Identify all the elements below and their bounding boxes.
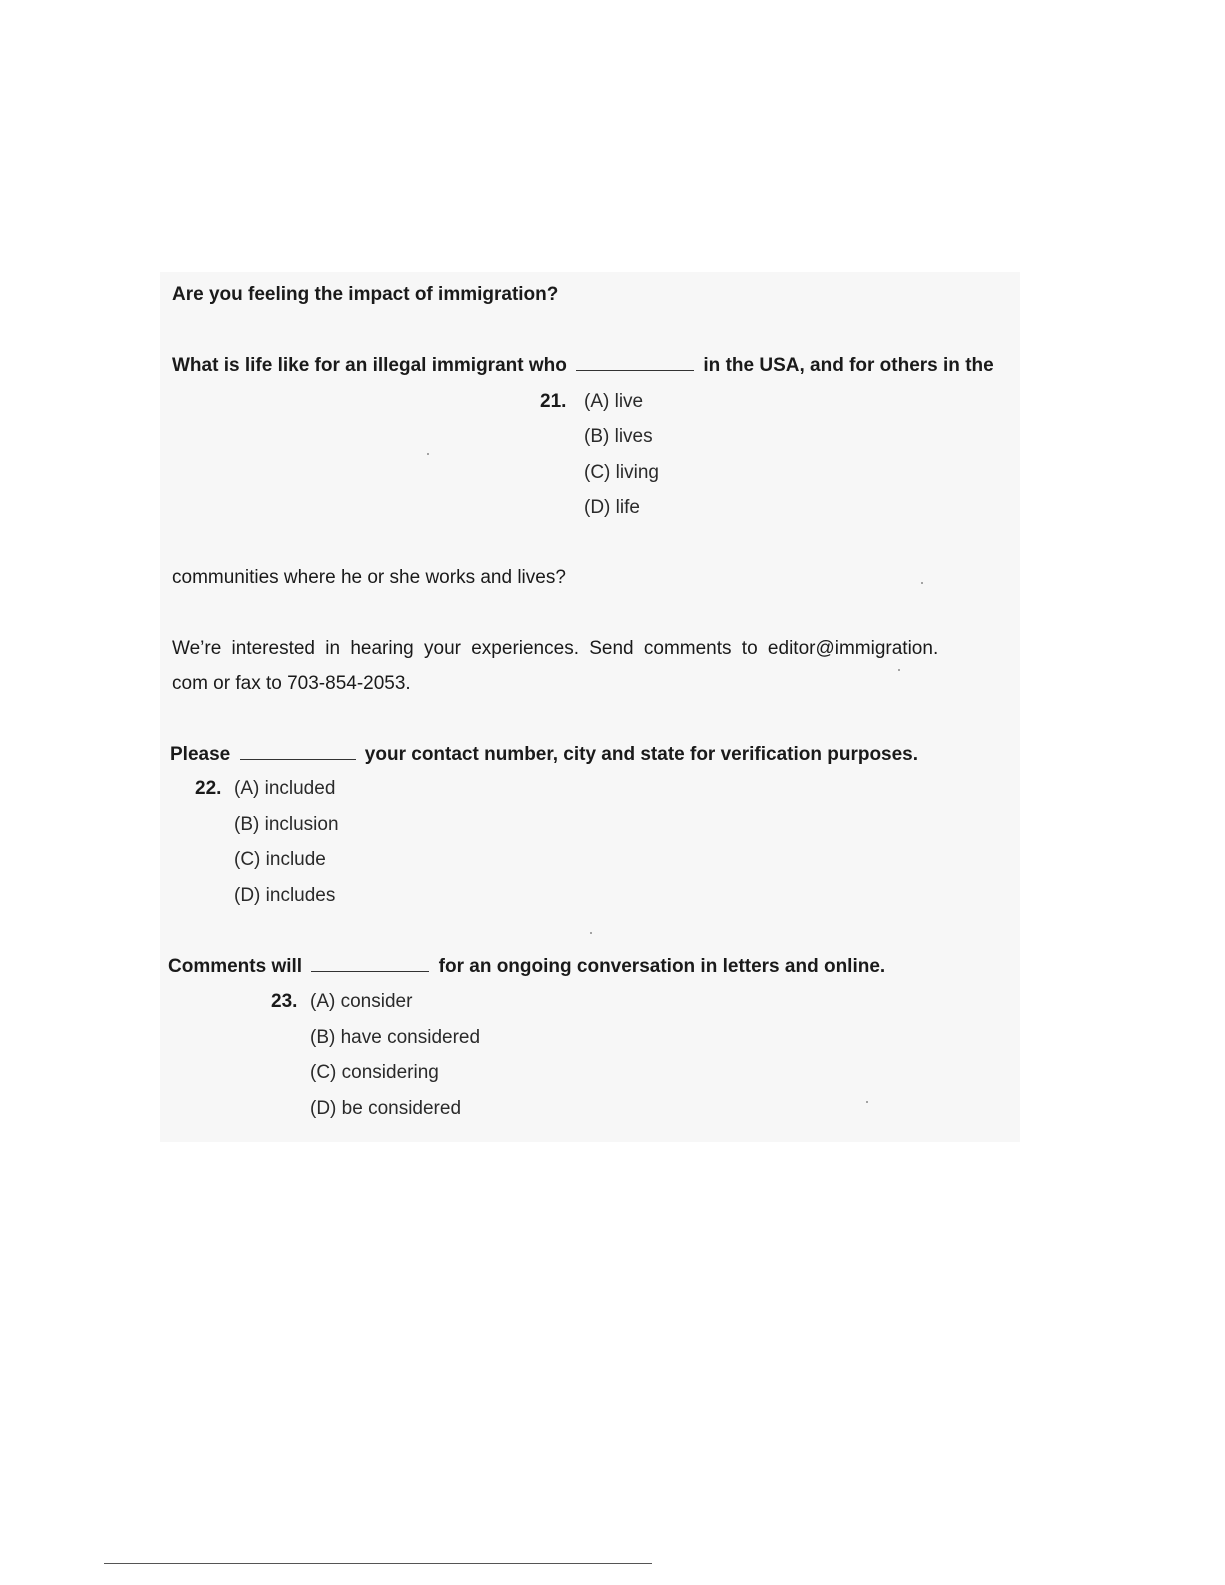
heading: Are you feeling the impact of immigration? (172, 284, 559, 305)
q22-blank (240, 743, 356, 760)
q21-option-a: (A) live (584, 391, 644, 412)
q22-number: 22. (195, 778, 222, 799)
contact-line-2: com or fax to 703-854-2053. (172, 673, 411, 694)
scan-speck (898, 669, 900, 671)
q23-option-b: (B) have considered (310, 1027, 481, 1048)
q21-continuation: communities where he or she works and lives? (172, 567, 566, 588)
scan-speck (866, 1101, 868, 1103)
q22-text-after: your contact number, city and state for verification purposes. (364, 744, 919, 765)
q23-option-d: (D) be considered (310, 1098, 462, 1119)
q23-option-c: (C) considering (310, 1062, 439, 1083)
q21-option-d: (D) life (584, 497, 640, 518)
q23-option-a: (A) consider (310, 991, 413, 1012)
q22-option-d: (D) includes (234, 885, 336, 906)
q21-sentence (172, 354, 994, 378)
q21-text-after: in the USA, and for others in the (703, 355, 994, 376)
q21-text-before: What is life like for an illegal immigrant who (172, 355, 567, 376)
q23-number: 23. (271, 991, 298, 1012)
q22-sentence (170, 743, 918, 767)
q21-option-c: (C) living (584, 462, 659, 483)
scan-speck (921, 582, 923, 584)
q21-blank (576, 354, 694, 371)
q23-text-before: Comments will (168, 956, 303, 977)
q21-number: 21. (540, 391, 567, 412)
q22-text-before: Please (170, 744, 231, 765)
scan-speck (590, 932, 592, 934)
footer-rule (104, 1563, 652, 1564)
q22-option-c: (C) include (234, 849, 326, 870)
q22-option-b: (B) inclusion (234, 814, 339, 835)
q22-option-a: (A) included (234, 778, 336, 799)
q23-text-after: for an ongoing conversation in letters and online. (438, 956, 886, 977)
q21-option-b: (B) lives (584, 426, 653, 447)
contact-line-1: We’re interested in hearing your experiences. Send comments to editor@immigration. (172, 638, 939, 659)
q23-sentence (168, 955, 885, 979)
q23-blank (311, 955, 429, 972)
scan-speck (427, 453, 429, 455)
